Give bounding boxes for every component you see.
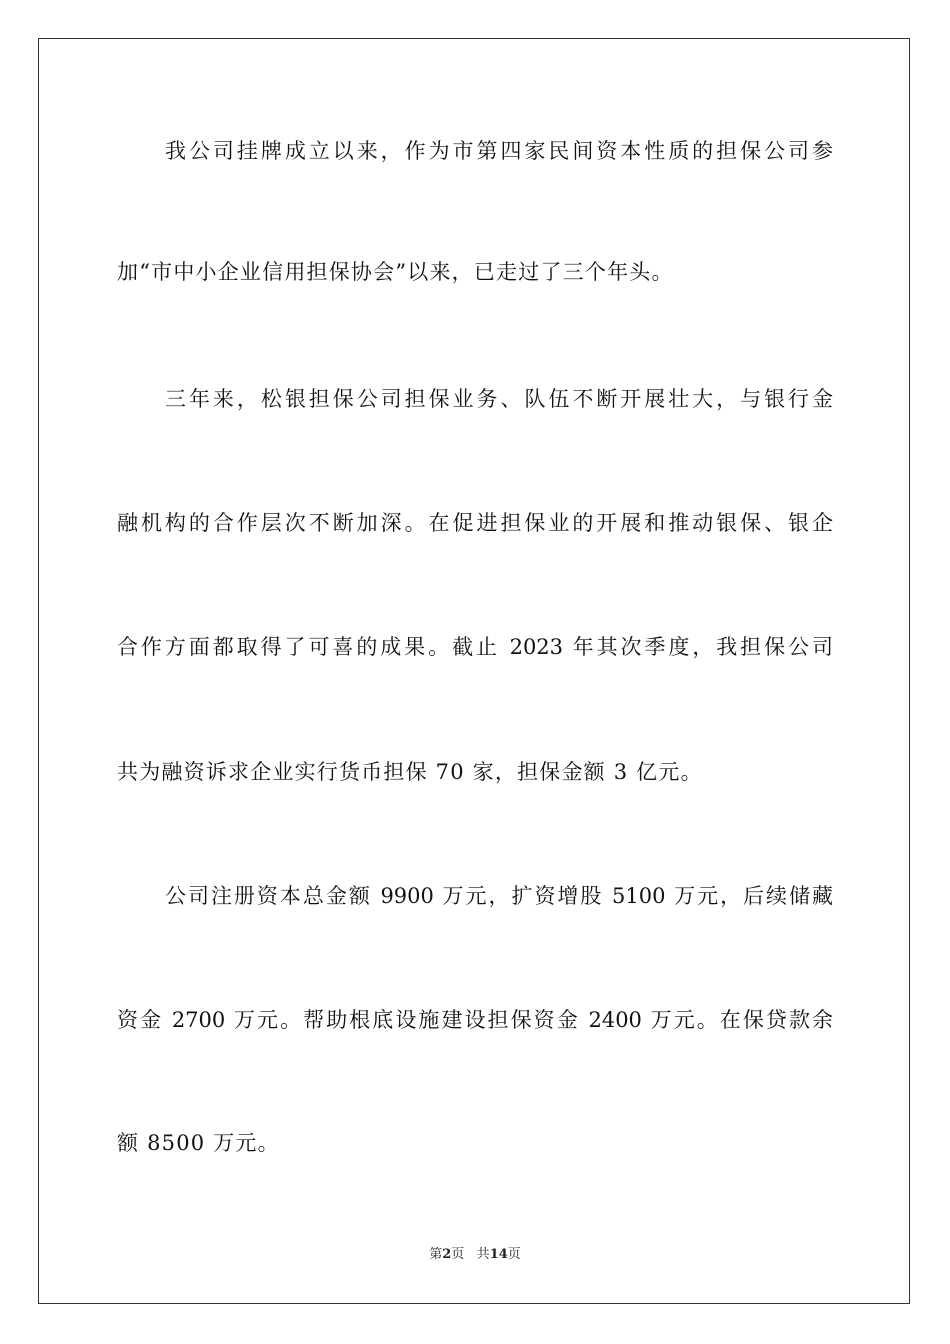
paragraph-3-line-1: 公司注册资本总金额 9900 万元，扩资增股 5100 万元，后续储藏 bbox=[165, 884, 833, 908]
page-border bbox=[38, 38, 910, 1304]
paragraph-3-line-3: 额 8500 万元。 bbox=[117, 1131, 280, 1155]
page-prefix: 第 bbox=[429, 1247, 443, 1262]
page-number: 2 bbox=[442, 1247, 452, 1262]
total-suffix: 页 bbox=[507, 1247, 521, 1262]
paragraph-2-line-1: 三年来，松银担保公司担保业务、队伍不断开展壮大，与银行金 bbox=[165, 387, 833, 411]
paragraph-3-line-2: 资金 2700 万元。帮助根底设施建设担保资金 2400 万元。在保贷款余 bbox=[117, 1008, 833, 1032]
page-suffix: 页 bbox=[451, 1247, 465, 1262]
page-footer bbox=[0, 1246, 950, 1264]
total-pages: 14 bbox=[489, 1247, 508, 1262]
paragraph-1-line-2: 加“市中小企业信用担保协会”以来，已走过了三个年头。 bbox=[117, 260, 674, 284]
paragraph-1-line-1: 我公司挂牌成立以来，作为市第四家民间资本性质的担保公司参 bbox=[165, 139, 833, 163]
total-prefix: 共 bbox=[476, 1247, 490, 1262]
paragraph-2-line-2: 融机构的合作层次不断加深。在促进担保业的开展和推动银保、银企 bbox=[117, 511, 833, 535]
paragraph-2-line-3: 合作方面都取得了可喜的成果。截止 2023 年其次季度，我担保公司 bbox=[117, 635, 833, 659]
paragraph-2-line-4: 共为融资诉求企业实行货币担保 70 家，担保金额 3 亿元。 bbox=[117, 760, 703, 784]
